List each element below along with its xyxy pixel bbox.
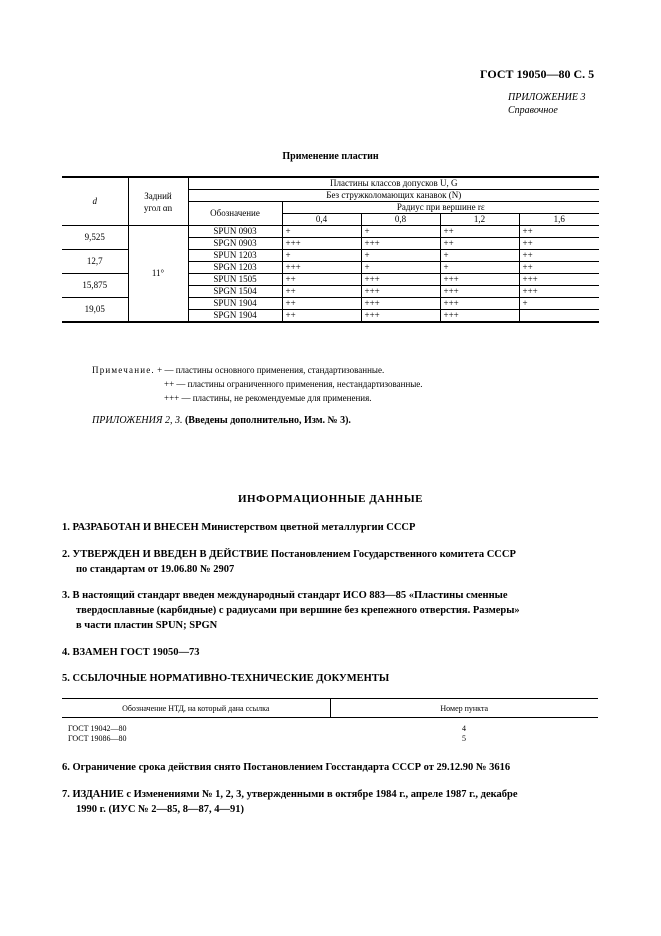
d-value: 9,525 (62, 226, 128, 250)
value-cell: ++ (519, 226, 599, 238)
info-item-5: 5. ССЫЛОЧНЫЕ НОРМАТИВНО-ТЕХНИЧЕСКИЕ ДОКУМЕНТЫ (62, 673, 390, 684)
table-row (62, 734, 598, 744)
group-header-no-grooves: Без стружколомающих канавок (N) (188, 190, 599, 202)
radius-header: 0,4 (282, 214, 361, 226)
value-cell: ++ (519, 238, 599, 250)
group-header-classes: Пластины классов допусков U, G (188, 177, 599, 190)
group-header-radius: Радиус при вершине rε (282, 202, 599, 214)
info-item-4: 4. ВЗАМЕН ГОСТ 19050—73 (62, 647, 200, 658)
ref-doc: ГОСТ 19086—80 (68, 734, 127, 743)
designation-cell: SPGN 1203 (188, 262, 282, 274)
value-cell: + (519, 298, 599, 310)
application-table (62, 176, 599, 323)
ref-point: 4 (462, 724, 466, 733)
note-line: +++ — пластины, не рекомендуемые для применения. (164, 393, 372, 403)
designation-cell: SPUN 1904 (188, 298, 282, 310)
value-cell: +++ (361, 274, 440, 286)
value-cell: ++ (282, 274, 361, 286)
value-cell: +++ (440, 298, 519, 310)
info-item-1: 1. РАЗРАБОТАН И ВНЕСЕН Министерством цветной металлургии СССР (62, 522, 416, 533)
radius-header: 1,2 (440, 214, 519, 226)
value-cell (519, 310, 599, 323)
table-row (62, 226, 599, 238)
value-cell: + (361, 226, 440, 238)
value-cell: + (282, 226, 361, 238)
appendix-label (508, 91, 586, 117)
designation-cell: SPUN 1203 (188, 250, 282, 262)
value-cell: +++ (519, 274, 599, 286)
col-header-d: d (62, 177, 128, 226)
col-header-angle: Задний угол αn (128, 177, 188, 226)
value-cell: ++ (519, 250, 599, 262)
value-cell: ++ (282, 298, 361, 310)
designation-cell: SPGN 1504 (188, 286, 282, 298)
note-label: Примечание. (92, 365, 155, 375)
ref-point: 5 (462, 734, 466, 743)
note-line: + — пластины основного применения, стандартизованные. (157, 365, 385, 375)
designation-cell: SPGN 1904 (188, 310, 282, 323)
appendix-number: ПРИЛОЖЕНИЕ 3 (508, 92, 586, 103)
info-title: ИНФОРМАЦИОННЫЕ ДАННЫЕ (237, 493, 424, 505)
appendix-type: Справочное (508, 105, 558, 116)
value-cell: +++ (361, 286, 440, 298)
note-line: ++ — пластины ограниченного применения, нестандартизованные. (164, 379, 423, 389)
value-cell: +++ (361, 238, 440, 250)
value-cell: +++ (282, 238, 361, 250)
appendices-note (92, 415, 351, 426)
designation-cell: SPGN 0903 (188, 238, 282, 250)
radius-header: 1,6 (519, 214, 599, 226)
info-item-6: 6. Ограничение срока действия снято Постановлением Госстандарта СССР от 29.12.90 № 3616 (62, 762, 511, 773)
value-cell: +++ (361, 298, 440, 310)
angle-value: 11° (128, 226, 188, 323)
col-header-designation: Обозначение (188, 202, 282, 226)
document-header: ГОСТ 19050—80 С. 5 (480, 67, 595, 81)
value-cell: +++ (361, 310, 440, 323)
radius-header: 0,8 (361, 214, 440, 226)
value-cell: ++ (282, 310, 361, 323)
ref-col-header-point: Номер пункта (330, 699, 598, 718)
info-item-7: 7. ИЗДАНИЕ с Изменениями № 1, 2, 3, утвержденными в октябре 1984 г., апреле 1987 г., декабре 1990 г. (ИУС № 2—85, 8—87, 4—91) (62, 789, 518, 815)
info-item-3: 3. В настоящий стандарт введен международный стандарт ИСО 883—85 «Пластины сменные твердосплавные (карбидные) с радиусами при вершине без крепежного отверстия. Размеры» в части пластин SPUN; SPGN (62, 590, 520, 631)
designation-cell: SPUN 1505 (188, 274, 282, 286)
value-cell: + (361, 262, 440, 274)
ref-col-header-doc: Обозначение НТД, на который дана ссылка (62, 699, 330, 718)
value-cell: +++ (519, 286, 599, 298)
table1-title: Применение пластин (282, 151, 379, 162)
value-cell: + (361, 250, 440, 262)
value-cell: +++ (282, 262, 361, 274)
value-cell: + (282, 250, 361, 262)
table-note (92, 363, 423, 405)
table-row (62, 724, 598, 734)
designation-cell: SPUN 0903 (188, 226, 282, 238)
value-cell: ++ (440, 226, 519, 238)
value-cell: ++ (519, 262, 599, 274)
value-cell: + (440, 250, 519, 262)
references-table (62, 698, 598, 744)
value-cell: +++ (440, 274, 519, 286)
appendices-note-text: (Введены дополнительно, Изм. № 3). (184, 415, 351, 426)
value-cell: ++ (440, 238, 519, 250)
value-cell: + (440, 262, 519, 274)
value-cell: ++ (282, 286, 361, 298)
appendices-note-label: ПРИЛОЖЕНИЯ 2, 3. (92, 415, 183, 426)
value-cell: +++ (440, 310, 519, 323)
info-item-2: 2. УТВЕРЖДЕН И ВВЕДЕН В ДЕЙСТВИЕ Постановлением Государственного комитета СССР по стандартам от 19.06.80 № 2907 (62, 549, 516, 575)
ref-doc: ГОСТ 19042—80 (68, 724, 127, 733)
d-value: 15,875 (62, 274, 128, 298)
d-value: 19,05 (62, 298, 128, 323)
d-value: 12,7 (62, 250, 128, 274)
value-cell: +++ (440, 286, 519, 298)
